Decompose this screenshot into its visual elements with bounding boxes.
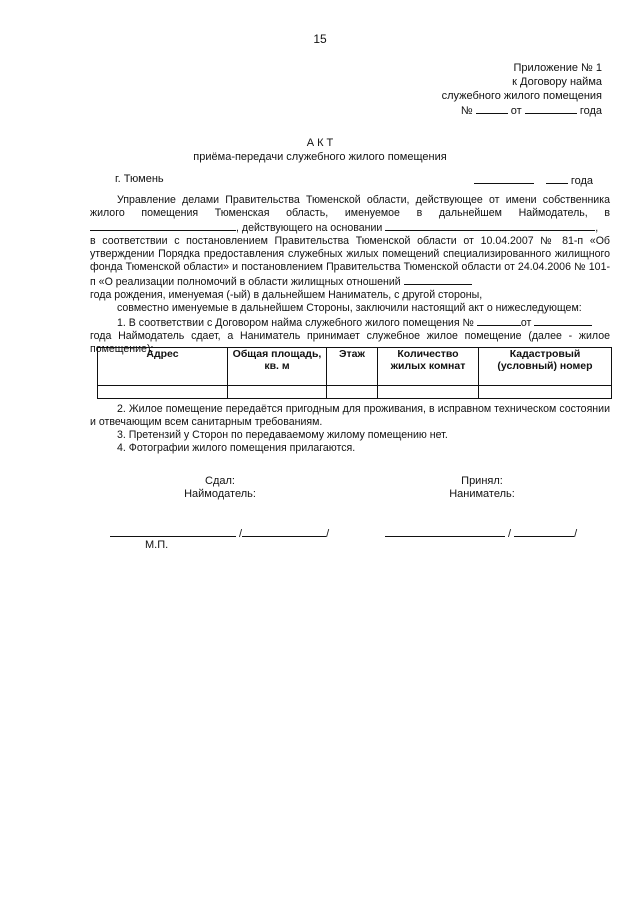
- landlord-signature-title: [180, 475, 260, 501]
- contract-date-blank: [534, 315, 592, 326]
- paragraph-item-3: 3. Претензий у Сторон по передаваемому жилому помещению нет.: [117, 429, 448, 441]
- landlord-name-blank: [242, 526, 326, 537]
- paragraph-1a: Управление делами Правительства Тюменской области, действующее от имени собственника жилого помещения Тюменская область, именуемое в дальнейшем Наймодатель, в: [90, 194, 610, 219]
- cell-rooms: [378, 386, 479, 399]
- paragraph-1d: года рождения, именуемая (-ый) в дальнейшем Наниматель, с другой стороны,: [90, 289, 483, 301]
- basis-blank: [385, 220, 595, 231]
- document-title: [0, 136, 640, 164]
- paragraph-item-2: 2. Жилое помещение передаётся пригодным для проживания, в исправном техническом состоянии и отвечающим всем санитарным требованиям.: [90, 403, 610, 428]
- paragraph-3-from: от: [520, 317, 532, 329]
- table-header-row: [98, 348, 612, 386]
- cell-floor: [327, 386, 378, 399]
- tenant-signature-title: [442, 475, 522, 501]
- appendix-number-label: №: [460, 105, 473, 117]
- appendix-line-1: Приложение № 1: [513, 62, 602, 74]
- cell-cadastral: [479, 386, 612, 399]
- table-row: [98, 386, 612, 399]
- tenant-name-blank-line: [514, 526, 574, 537]
- appendix-number-blank: [476, 103, 508, 114]
- tenant-signature-line: / /: [385, 526, 577, 540]
- appendix-line-4: [442, 103, 602, 118]
- header-cadastral: Кадастровый (условный) номер: [479, 348, 612, 386]
- paragraph-3a-text: 1. В соответствии с Договором найма служебного жилого помещения №: [117, 317, 474, 329]
- act-body: [90, 194, 610, 356]
- paragraph-1b-text: , действующего на основании: [236, 222, 383, 234]
- year-word: года: [570, 175, 593, 187]
- date-field: [474, 173, 593, 187]
- date-blank: [474, 173, 534, 184]
- header-address: Адрес: [98, 348, 228, 386]
- landlord-handed-label: Сдал:: [205, 475, 235, 487]
- title-main: А К Т: [306, 137, 334, 149]
- tenant-signature-blank: [385, 526, 505, 537]
- cell-area: [228, 386, 327, 399]
- appendix-line-2: к Договору найма: [512, 76, 602, 88]
- act-items: [90, 403, 610, 455]
- paragraph-2: совместно именуемые в дальнейшем Стороны, заключили настоящий акт о нижеследующем:: [117, 302, 582, 314]
- city-date-row: [115, 173, 593, 185]
- page-number: 15: [313, 32, 327, 46]
- paragraph-1c-text: в соответствии с постановлением Правительства Тюменской области от 10.04.2007 № 81-п «Об утверждении Порядка предоставления служебных жилых помещений специализированного жилищного фонда Тюменской области» и постановлением Правительства Тюменской области от 24.04.2006 № 101-п «О реализации полномочий в области жилищных отношений: [90, 235, 610, 288]
- appendix-block: [442, 61, 602, 118]
- landlord-signature-blank: [110, 526, 236, 537]
- appendix-from-label: от: [510, 105, 522, 117]
- appendix-year-label: года: [579, 105, 602, 117]
- year-blank: [546, 173, 568, 184]
- title-sub: приёма-передачи служебного жилого помещения: [193, 151, 447, 163]
- paragraph-1c: [90, 235, 610, 289]
- tenant-name-blank: [404, 274, 472, 285]
- paragraph-1b: , действующего на основании ,: [90, 220, 610, 235]
- appendix-line-3: служебного жилого помещения: [441, 90, 602, 102]
- cell-address: [98, 386, 228, 399]
- city-name: г. Тюмень: [115, 173, 164, 185]
- appendix-date-blank: [525, 103, 577, 114]
- header-area: Общая площадь, кв. м: [228, 348, 327, 386]
- representative-blank: [90, 220, 236, 231]
- tenant-role-label: Наниматель:: [449, 488, 515, 500]
- tenant-accepted-label: Принял:: [461, 475, 503, 487]
- landlord-role-label: Наймодатель:: [184, 488, 256, 500]
- header-floor: Этаж: [327, 348, 378, 386]
- paragraph-3b: года Наймодатель сдает, а Наниматель принимает служебное жилое помещение (далее - жилое помещение):: [90, 330, 610, 355]
- paragraph-item-4: 4. Фотографии жилого помещения прилагаются.: [117, 442, 356, 454]
- contract-number-blank: [477, 315, 521, 326]
- paragraph-3a: [90, 315, 610, 330]
- landlord-signature-line: / /: [110, 526, 329, 540]
- stamp-place: М.П.: [145, 539, 169, 551]
- premises-table: [97, 347, 612, 399]
- header-rooms: Количество жилых комнат: [378, 348, 479, 386]
